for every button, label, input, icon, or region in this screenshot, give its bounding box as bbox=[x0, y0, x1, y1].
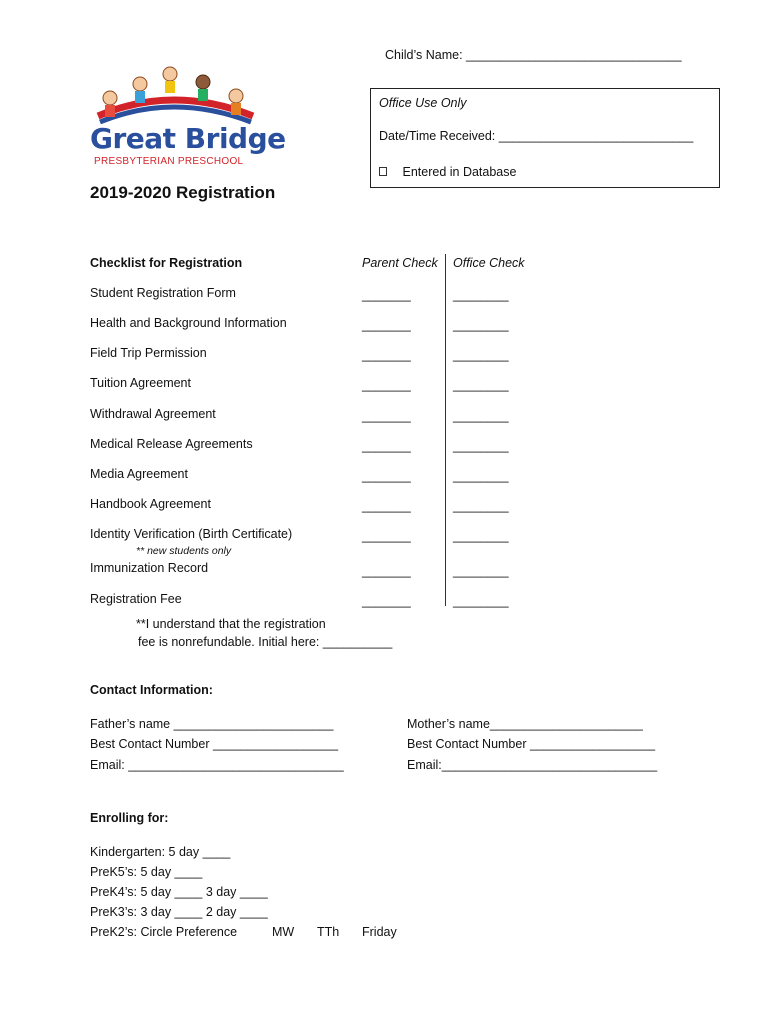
parent-check-blank[interactable]: _______ bbox=[362, 348, 411, 362]
prek5-option[interactable]: PreK5’s: 5 day ____ bbox=[90, 865, 203, 879]
office-use-box bbox=[370, 88, 720, 188]
parent-check-blank[interactable]: _______ bbox=[362, 469, 411, 483]
entered-database-row[interactable] bbox=[379, 165, 516, 179]
checklist-item: Tuition Agreement bbox=[90, 376, 191, 390]
checklist-item: Medical Release Agreements bbox=[90, 437, 253, 451]
kindergarten-option[interactable]: Kindergarten: 5 day ____ bbox=[90, 845, 231, 859]
parent-check-blank[interactable]: _______ bbox=[362, 499, 411, 513]
office-check-blank[interactable]: ________ bbox=[453, 439, 509, 453]
mother-phone-field[interactable]: Best Contact Number __________________ bbox=[407, 737, 656, 751]
office-check-blank[interactable]: ________ bbox=[453, 288, 509, 302]
logo-subtitle: PRESBYTERIAN PRESCHOOL bbox=[94, 156, 244, 167]
parent-check-blank[interactable]: _______ bbox=[362, 288, 411, 302]
office-check-blank[interactable]: ________ bbox=[453, 348, 509, 362]
office-check-blank[interactable]: ________ bbox=[453, 378, 509, 392]
entered-database-label: Entered in Database bbox=[402, 165, 517, 179]
checklist-item: Field Trip Permission bbox=[90, 346, 207, 360]
parent-check-blank[interactable]: _______ bbox=[362, 529, 411, 543]
checklist-item: Registration Fee bbox=[90, 592, 182, 606]
office-use-title: Office Use Only bbox=[379, 96, 467, 110]
childs-name-field[interactable]: Child’s Name: _______________________________ bbox=[385, 48, 682, 62]
new-students-note: ** new students only bbox=[136, 545, 232, 557]
father-name-field[interactable]: Father’s name _______________________ bbox=[90, 717, 334, 731]
father-email-field[interactable]: Email: _______________________________ bbox=[90, 758, 344, 772]
fee-initial-field[interactable]: fee is nonrefundable. Initial here: __________ bbox=[138, 635, 393, 649]
great-bridge-logo bbox=[88, 64, 286, 174]
office-check-blank[interactable]: ________ bbox=[453, 318, 509, 332]
parent-check-blank[interactable]: _______ bbox=[362, 594, 411, 608]
column-divider bbox=[445, 254, 446, 606]
office-check-header: Office Check bbox=[453, 256, 525, 270]
parent-check-blank[interactable]: _______ bbox=[362, 564, 411, 578]
prek4-option[interactable]: PreK4’s: 5 day ____ 3 day ____ bbox=[90, 885, 268, 899]
parent-check-blank[interactable]: _______ bbox=[362, 439, 411, 453]
office-check-blank[interactable]: ________ bbox=[453, 529, 509, 543]
checklist-item: Identity Verification (Birth Certificate) bbox=[90, 527, 293, 541]
parent-check-header: Parent Check bbox=[362, 256, 438, 270]
parent-check-blank[interactable]: _______ bbox=[362, 318, 411, 332]
office-check-blank[interactable]: ________ bbox=[453, 564, 509, 578]
prek2-option-friday[interactable]: Friday bbox=[362, 925, 397, 939]
enrolling-heading: Enrolling for: bbox=[90, 811, 169, 825]
checklist-item: Student Registration Form bbox=[90, 286, 236, 300]
checklist-item: Handbook Agreement bbox=[90, 497, 211, 511]
checklist-heading: Checklist for Registration bbox=[90, 256, 243, 270]
office-check-blank[interactable]: ________ bbox=[453, 594, 509, 608]
entered-database-checkbox[interactable] bbox=[379, 167, 387, 176]
date-time-received-field[interactable]: Date/Time Received: ____________________________ bbox=[379, 129, 694, 143]
prek2-option-mw[interactable]: MW bbox=[272, 925, 295, 939]
office-check-blank[interactable]: ________ bbox=[453, 469, 509, 483]
logo-name: Great Bridge bbox=[90, 122, 286, 155]
prek2-label: PreK2’s: Circle Preference bbox=[90, 925, 238, 939]
fee-note-line1: **I understand that the registration bbox=[136, 617, 326, 631]
checklist-item: Immunization Record bbox=[90, 561, 209, 575]
page-title: 2019-2020 Registration bbox=[90, 183, 276, 202]
checklist-item: Media Agreement bbox=[90, 467, 188, 481]
mother-email-field[interactable]: Email:_______________________________ bbox=[407, 758, 658, 772]
contact-heading: Contact Information: bbox=[90, 683, 213, 697]
checklist-item: Withdrawal Agreement bbox=[90, 407, 216, 421]
father-phone-field[interactable]: Best Contact Number __________________ bbox=[90, 737, 339, 751]
mother-name-field[interactable]: Mother’s name______________________ bbox=[407, 717, 643, 731]
office-check-blank[interactable]: ________ bbox=[453, 499, 509, 513]
prek3-option[interactable]: PreK3’s: 3 day ____ 2 day ____ bbox=[90, 905, 268, 919]
parent-check-blank[interactable]: _______ bbox=[362, 409, 411, 423]
parent-check-blank[interactable]: _______ bbox=[362, 378, 411, 392]
prek2-option-tth[interactable]: TTh bbox=[317, 925, 340, 939]
checklist-item: Health and Background Information bbox=[90, 316, 287, 330]
office-check-blank[interactable]: ________ bbox=[453, 409, 509, 423]
